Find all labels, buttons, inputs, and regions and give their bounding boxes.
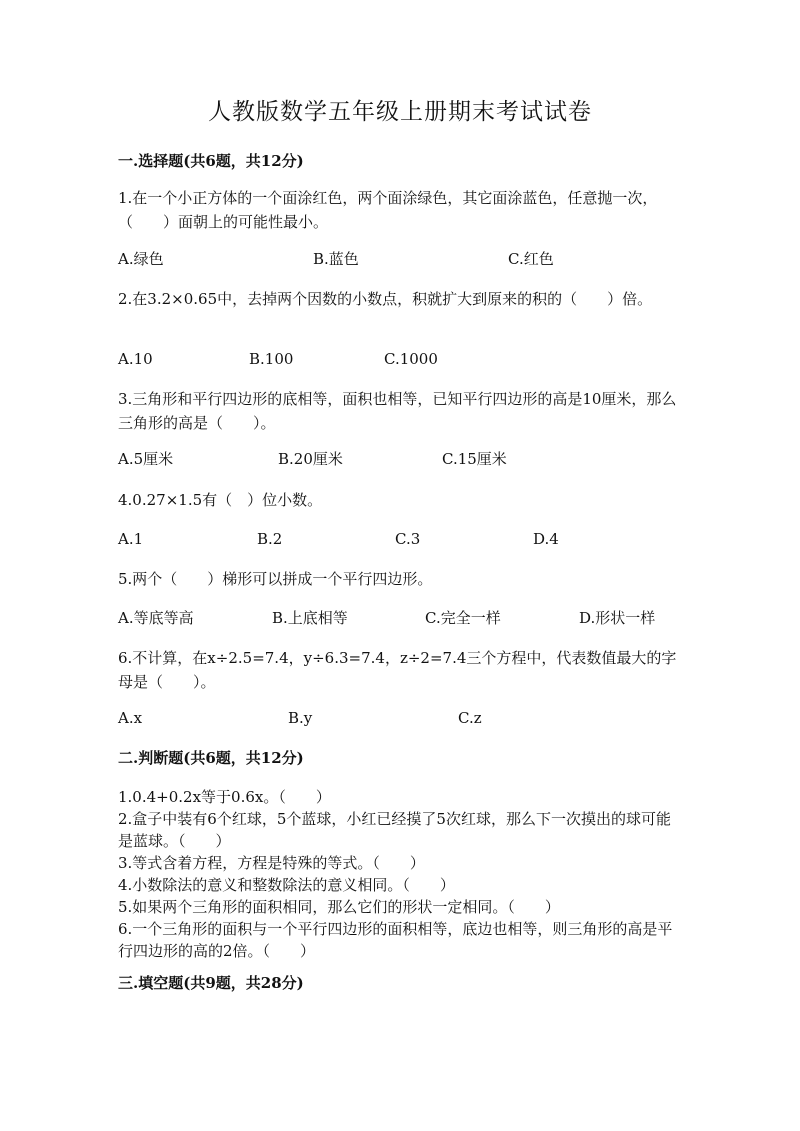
option-b: B.100 [249, 350, 294, 368]
choice-question-1: 1.在一个小正方体的一个面涂红色，两个面涂绿色，其它面涂蓝色，任意抛一次，（ ）面朝上的可能性最小。 [118, 189, 658, 231]
choice-question-5: 5.两个（ ）梯形可以拼成一个平行四边形。 [118, 570, 433, 588]
choice-options-1 [118, 248, 683, 270]
judge-question-1: 1.0.4+0.2x等于0.6x。（ ） [118, 788, 331, 806]
section-heading-choice: 一.选择题(共6题，共12分) [118, 152, 304, 170]
option-c: C.完全一样 [425, 609, 501, 627]
section-heading-judge: 二.判断题(共6题，共12分) [118, 749, 304, 767]
option-c: C.红色 [508, 250, 554, 268]
judge-question-list [118, 786, 683, 962]
choice-options-4 [118, 528, 683, 550]
option-b: B.20厘米 [278, 450, 343, 468]
choice-options-6 [118, 707, 683, 729]
choice-question-6: 6.不计算，在x÷2.5=7.4，y÷6.3=7.4，z÷2=7.4三个方程中，代表数值最大的字母是（ ）。 [118, 649, 677, 691]
option-c: C.15厘米 [442, 450, 507, 468]
judge-question-5: 5.如果两个三角形的面积相同，那么它们的形状一定相同。（ ） [118, 898, 560, 916]
page-title: 人教版数学五年级上册期末考试试卷 [208, 99, 592, 125]
option-b: B.y [288, 709, 313, 727]
option-c: C.1000 [384, 350, 438, 368]
option-a: A.等底等高 [118, 609, 194, 627]
choice-question-4: 4.0.27×1.5有（ ）位小数。 [118, 491, 323, 509]
option-b: B.上底相等 [272, 609, 348, 627]
option-b: B.2 [257, 530, 283, 548]
choice-options-5 [118, 607, 683, 629]
option-a: A.1 [118, 530, 144, 548]
option-c: C.z [458, 709, 482, 727]
choice-options-2 [118, 348, 683, 370]
choice-question-3: 3.三角形和平行四边形的底相等，面积也相等，已知平行四边形的高是10厘米，那么三角形的高是（ ）。 [118, 390, 677, 432]
choice-question-2: 2.在3.2×0.65中，去掉两个因数的小数点，积就扩大到原来的积的（ ）倍。 [118, 290, 653, 308]
option-b: B.蓝色 [313, 250, 359, 268]
option-d: D.形状一样 [579, 609, 656, 627]
option-a: A.10 [118, 350, 153, 368]
option-c: C.3 [395, 530, 421, 548]
judge-question-4: 4.小数除法的意义和整数除法的意义相同。（ ） [118, 876, 455, 894]
judge-question-6: 6.一个三角形的面积与一个平行四边形的面积相等，底边也相等，则三角形的高是平行四边形的高的2倍。（ ） [118, 920, 673, 960]
option-a: A.x [118, 709, 143, 727]
option-a: A.5厘米 [118, 450, 174, 468]
judge-question-2: 2.盒子中装有6个红球，5个蓝球，小红已经摸了5次红球，那么下一次摸出的球可能是蓝球。（ ） [118, 810, 671, 850]
judge-question-3: 3.等式含着方程，方程是特殊的等式。（ ） [118, 854, 425, 872]
option-a: A.绿色 [118, 250, 164, 268]
choice-options-3 [118, 448, 683, 470]
option-d: D.4 [533, 530, 559, 548]
section-heading-fill: 三.填空题(共9题，共28分) [118, 974, 304, 992]
